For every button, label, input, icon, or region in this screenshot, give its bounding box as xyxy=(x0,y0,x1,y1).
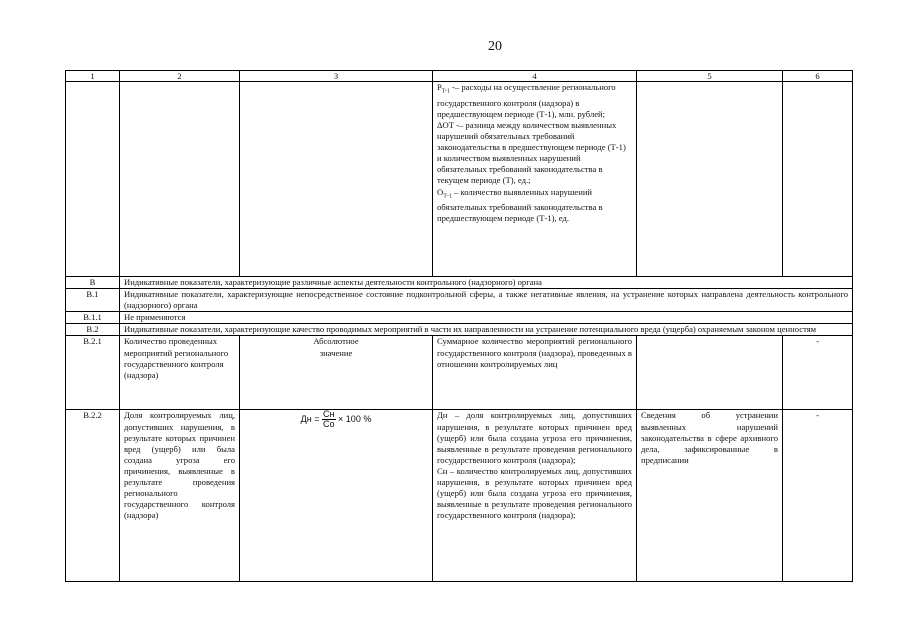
indicator-name: Доля контролируемых лиц, допустивших нарушения, в результате которых причинен вред (ущерб) или была создана угроза его причинения, выявленные в результате проведения регионального государственного контроля (надзора) xyxy=(120,410,240,582)
note: - xyxy=(783,336,853,410)
calc-method: Абсолютное значение xyxy=(240,336,433,410)
formula-numerator: Сн xyxy=(323,409,335,420)
header-cell-2: 2 xyxy=(120,71,240,82)
indicator-name: Количество проведенных мероприятий регионального государственного контроля (надзора) xyxy=(120,336,240,410)
var-sn-definition: Сн – количество контролируемых лиц, допустивших нарушения, в результате которых причинен вред (ущерб) или была создана угроза его причинения, выявленные в результате проведения регионального государственного контроля (надзора); xyxy=(437,465,632,521)
row-title: Индикативные показатели, характеризующие различные аспекты деятельности контрольного (надзорного) органа xyxy=(120,277,853,289)
table-row xyxy=(66,324,853,336)
formula-lhs: Дн = xyxy=(300,414,320,425)
row-title: Индикативные показатели, характеризующие качество проводимых мероприятий в части их направленности на устранение потенциального вреда (ущерба) охраняемым законом ценностям xyxy=(120,324,853,336)
table-row xyxy=(66,312,853,324)
indicator-description xyxy=(433,410,637,582)
table-row xyxy=(66,410,853,582)
table-row xyxy=(66,289,853,312)
header-row xyxy=(66,71,853,82)
row-code: В.1 xyxy=(66,289,120,312)
header-cell-4: 4 xyxy=(433,71,637,82)
continuation-row xyxy=(66,82,853,277)
row-title: Не применяются xyxy=(120,312,853,324)
continuation-variables xyxy=(433,82,637,277)
row-code: В.1.1 xyxy=(66,312,120,324)
page-number: 20 xyxy=(488,39,502,54)
table-row xyxy=(66,277,853,289)
data-source xyxy=(637,336,783,410)
var-dn-definition: Дн – доля контролируемых лиц, допустивших нарушения, в результате которых причинен вред (ущерб) или была создана угроза его причинения, выявленные в результате проведения регионального государственного контроля (надзора); xyxy=(437,410,632,465)
header-cell-3: 3 xyxy=(240,71,433,82)
indicators-table xyxy=(65,70,853,582)
row-code: В.2 xyxy=(66,324,120,336)
header-cell-6: 6 xyxy=(783,71,853,82)
formula xyxy=(240,410,433,582)
header-cell-1: 1 xyxy=(66,71,120,82)
header-cell-5: 5 xyxy=(637,71,783,82)
row-title: Индикативные показатели, характеризующие непосредственное состояние подконтрольной сферы, а также негативные явления, на устранение которых направлена деятельность контрольного (надзорного) органа xyxy=(120,289,853,312)
row-code: В.2.1 xyxy=(66,336,120,410)
var-p-definition: $P_{T-1}$ -– расходы на осуществление регионального государственного контроля (надзора) в предшествующем периоде (Т-1), млн. рублей; xyxy=(437,82,616,119)
formula-denominator: Со xyxy=(323,419,335,430)
data-source: Сведения об устранении выявленных нарушений законодательства в сфере архивного дела, зафиксированные в предписании xyxy=(637,410,783,582)
var-dot-definition: ΔОТ -– разница между количеством выявленных нарушений обязательных требований законодательства в предшествующем периоде (Т-1) и количеством выявленных нарушений обязательных требований законодательства в текущем периоде (Т), ед.; xyxy=(437,120,626,186)
note: - xyxy=(783,410,853,582)
row-code: В xyxy=(66,277,120,289)
row-code: В.2.2 xyxy=(66,410,120,582)
table-row xyxy=(66,336,853,410)
formula-rhs: × 100 % xyxy=(338,414,372,425)
indicator-description: Суммарное количество мероприятий регионального государственного контроля (надзора), проведенных в отношении контролируемых лиц xyxy=(433,336,637,410)
formula-fraction xyxy=(322,410,336,429)
var-o-definition: $О_{Т-1}$ – количество выявленных нарушений обязательных требований законодательства в предшествующем периоде (Т-1), ед. xyxy=(437,186,603,224)
